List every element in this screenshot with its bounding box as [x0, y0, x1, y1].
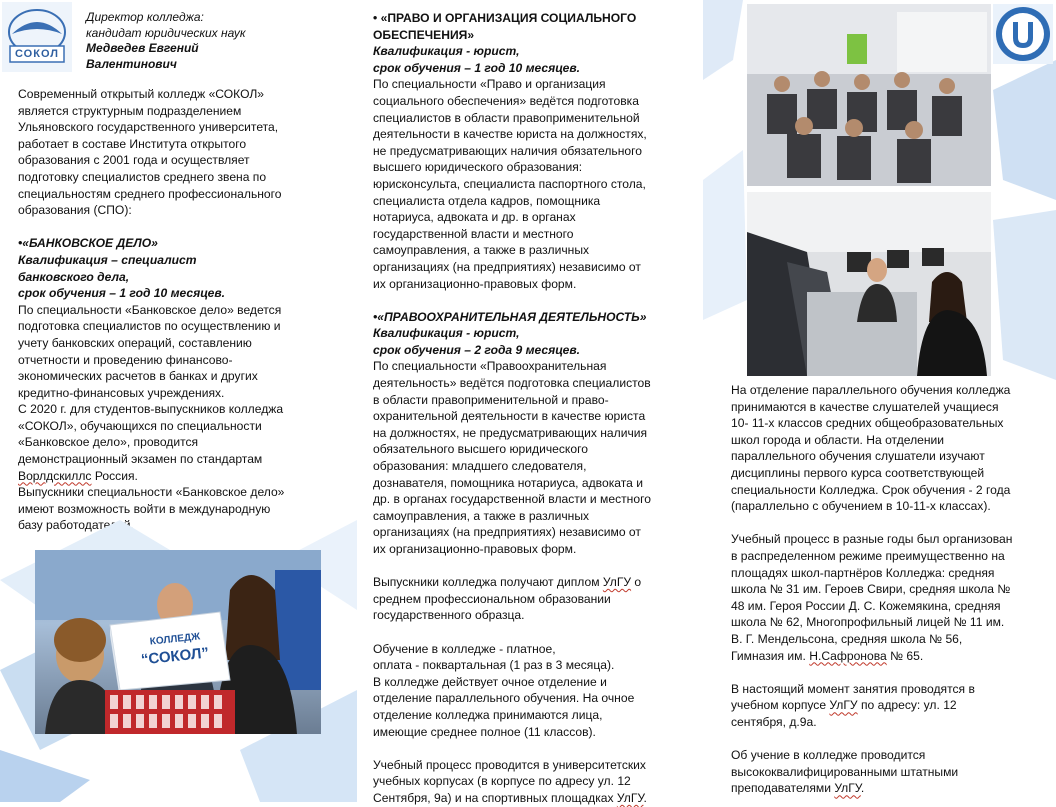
now-line: сентября, д.9а.: [731, 714, 817, 729]
diploma-text: Выпускники колледжа получают диплом: [373, 575, 603, 590]
spec-police-text: деятельность» ведётся подготовка специалистов: [373, 376, 651, 391]
spec-law-text: специалистов в области правоприменительной: [373, 110, 640, 125]
partners-text: Гимназия им.: [731, 648, 810, 663]
computer-class-photo: [747, 192, 991, 376]
now-line-2: [731, 697, 1037, 714]
spec-law-text: специалиста отдела кадров, помощника: [373, 193, 601, 208]
forms-line: имеющие среднее полное (11 классов).: [373, 724, 596, 739]
payment-line: оплата - поквартальная (1 раз в 3 месяца).: [373, 658, 615, 673]
now-text: учебном корпусе: [731, 698, 830, 713]
spec-police-text: организациях (на предприятиях) независимо от: [373, 525, 641, 540]
spec-law-text: не предусматривающих наличия обязательного: [373, 143, 642, 158]
parallel-line: На отделение параллельного обучения колледжа: [731, 383, 1011, 397]
spec-banking-text: «Банковское дело», проводится: [18, 435, 199, 450]
spec-banking-qual-1: Квалификация – специалист: [18, 252, 197, 267]
spec-law-text: их организационно-правовых форм.: [373, 276, 577, 291]
partners-line: Учебный процесс в разные годы был организован: [731, 532, 1013, 547]
spec-banking-qual-2: банковского дела,: [18, 269, 130, 284]
spec-law-text: государственной власти и местного: [373, 226, 574, 241]
spec-law-text: По специальности «Право и организация: [373, 77, 606, 92]
spec-police-text: др. в органах государственной власти и местного: [373, 492, 651, 507]
worldskills-line: [18, 468, 322, 485]
diploma-line: государственного образца.: [373, 608, 525, 623]
ulgu-word: УлГУ: [616, 790, 644, 805]
spec-police-text: в области правоприменительной и право-: [373, 392, 609, 407]
director-degree: кандидат юридических наук: [86, 25, 246, 40]
intro-line: Современный открытый колледж «СОКОЛ»: [18, 87, 265, 101]
spec-law-text: организациях (на предприятиях) независимо от: [373, 259, 641, 274]
graduates-line: имеют возможность войти в международную: [18, 501, 271, 516]
box-label-2: “СОКОЛ”: [140, 644, 210, 669]
forms-line: В колледже действует очное отделение и: [373, 674, 607, 689]
ulgu-word: УлГУ: [834, 781, 861, 796]
intro-line: является структурным подразделением: [18, 103, 242, 118]
spec-law-text: деятельности в качестве юриста на должностях,: [373, 127, 647, 142]
partners-text-end: № 65.: [886, 648, 924, 663]
spec-law-title-2: ОБЕСПЕЧЕНИЯ»: [373, 27, 475, 42]
spec-police-text: охранительной деятельности в качестве юриста: [373, 409, 646, 424]
spec-law-text: самоуправления, а также в различных: [373, 243, 590, 258]
middle-text: [373, 10, 681, 807]
spec-police-text: их организационно-правовых форм.: [373, 542, 577, 556]
parallel-line: параллельного обучения слушатели изучают: [731, 449, 985, 464]
spec-police-text: дознавателя, помощника нотариуса, адвоката и: [373, 475, 643, 490]
parallel-line: (параллельно с обучением в 10-11-х классах).: [731, 499, 991, 514]
intro-line: работает в составе Института открытого: [18, 136, 247, 151]
spec-police-title: •«ПРАВООХРАНИТЕЛЬНАЯ ДЕЯТЕЛЬНОСТЬ»: [373, 309, 647, 324]
teachers-text: преподавателями: [731, 781, 835, 796]
spec-law-text: высшего юридического образования:: [373, 160, 583, 175]
spec-law-text: нотариуса, адвоката и др. в органах: [373, 210, 576, 225]
parallel-line: 10- 11-х классов средних общеобразовательных: [731, 416, 1004, 431]
spec-police-text: образования: младшего следователя,: [373, 459, 587, 474]
forms-line: отделение параллельного обучения. На очное: [373, 691, 635, 706]
diploma-line: среднем профессиональном образовании: [373, 591, 611, 606]
partners-line-last: [731, 648, 1037, 665]
logo-text: СОКОЛ: [15, 48, 59, 60]
now-text-end: по адресу: ул. 12: [857, 698, 957, 713]
ulgu-word: УлГУ: [602, 575, 632, 590]
payment-line: Обучение в колледже - платное,: [373, 641, 556, 656]
intro-line: Ульяновского государственного университета,: [18, 120, 279, 135]
safronov-word: Н.Сафронова: [809, 648, 887, 663]
spec-police-text: самоуправления, а также в различных: [373, 508, 590, 523]
spec-banking-text: «СОКОЛ», обучающихся по специальности: [18, 418, 262, 433]
partners-line: в распределенном режиме преимущественно на: [731, 548, 1005, 563]
spec-banking-text: демонстрационный экзамен по стандартам: [18, 452, 263, 467]
process-text: Сентября, 9а) и на спортивных площадках: [373, 790, 617, 805]
partners-line: площадях школ-партнёров Колледжа: средняя: [731, 565, 995, 580]
spec-banking-text: По специальности «Банковское дело» ведется: [18, 302, 282, 317]
spec-banking-text: С 2020 г. для студентов-выпускников колледжа: [18, 402, 284, 417]
spec-banking-title: •«БАНКОВСКОЕ ДЕЛО»: [18, 236, 158, 251]
spec-banking-term: срок обучения – 1 год 10 месяцев.: [18, 286, 226, 301]
right-text: [731, 382, 1037, 797]
partners-line: В. Г. Мендельсона, средняя школа № 56,: [731, 631, 963, 646]
column-middle: [357, 0, 703, 805]
box-label-1: КОЛЛЕДЖ: [149, 631, 201, 648]
parallel-line: дисциплины первого курса соответствующей: [731, 465, 985, 480]
intro-line: образования с 2001 года и осуществляет: [18, 153, 250, 168]
column-right: [703, 0, 1056, 802]
process-end: .: [643, 790, 647, 805]
worldskills-word: Ворлдскиллс: [18, 468, 92, 483]
director-name-2: Валентинович: [86, 56, 177, 71]
process-line-last: [373, 790, 681, 807]
ulgu-word: УлГУ: [829, 698, 858, 713]
teachers-line-last: [731, 780, 1037, 797]
university-logo: [993, 4, 1053, 64]
graduates-line: базу работодателей.: [18, 518, 134, 533]
graduates-line: Выпускники специальности «Банковское дело»: [18, 485, 285, 500]
spec-banking-text: подготовка специалистов по осуществлению и: [18, 319, 281, 334]
column-left: [0, 0, 357, 802]
spec-banking-text: отчетности и проведению финансово-: [18, 352, 233, 367]
partners-line: школа № 62, Многопрофильный лицей № 11 им.: [731, 615, 1005, 630]
spec-banking-text: учету банковских операций, составлению: [18, 335, 252, 350]
russia-word: Россия.: [91, 468, 138, 483]
now-line: В настоящий момент занятия проводятся в: [731, 681, 975, 696]
process-line: Учебный процесс проводится в университетских: [373, 757, 646, 772]
teachers-line: высококвалифицированными штатными: [731, 764, 959, 779]
spec-law-text: юрисконсульта, специалиста паспортного стола,: [373, 176, 646, 191]
director-info: [86, 10, 346, 72]
spec-banking-text: кредитно-финансовых учреждениях.: [18, 385, 225, 400]
intro-text: [18, 86, 322, 534]
spec-police-qual: Квалификация - юрист,: [373, 326, 520, 341]
parallel-line: школ города и области. На отделении: [731, 432, 945, 447]
diploma-text-end: о: [631, 575, 642, 590]
process-line: учебных корпусах (в корпусе по адресу ул. 12: [373, 774, 631, 789]
forms-line: отделение колледжа принимаются лица,: [373, 707, 603, 722]
intro-line: подготовку специалистов среднего звена по: [18, 169, 267, 184]
teachers-line: Об учение в колледже проводится: [731, 748, 926, 763]
spec-law-qual: Квалификация - юрист,: [373, 44, 520, 59]
teachers-text-end: .: [860, 781, 865, 796]
lecture-hall-photo: [747, 4, 991, 186]
director-title: Директор колледжа:: [86, 10, 204, 24]
spec-police-text: По специальности «Правоохранительная: [373, 359, 607, 374]
intro-line: образования (СПО):: [18, 203, 132, 218]
partners-line: 48 им. Героя России Д. С. Кожемякина, средняя: [731, 598, 1001, 613]
director-name-1: Медведев Евгений: [86, 41, 199, 55]
spec-police-text: обязательного высшего юридического: [373, 442, 588, 457]
college-logo: [2, 2, 72, 72]
parallel-line: специальности Колледжа. Срок обучения - 2 года: [731, 482, 1011, 497]
spec-police-term: срок обучения – 2 года 9 месяцев.: [373, 342, 581, 357]
diploma-line: [373, 574, 681, 591]
spec-banking-text: экономических расчетов в банках и других: [18, 369, 258, 384]
spec-law-text: социального обеспечения» ведётся подготовка: [373, 93, 639, 108]
spec-law-term: срок обучения – 1 год 10 месяцев.: [373, 60, 581, 75]
students-photo: [35, 550, 321, 734]
partners-line: школа № 31 им. Героев Свири, средняя школа №: [731, 582, 1011, 597]
spec-law-title-1: • «ПРАВО И ОРГАНИЗАЦИЯ СОЦИАЛЬНОГО: [373, 11, 637, 25]
parallel-line: принимаются в качестве слушателей учащиеся: [731, 399, 999, 414]
spec-police-text: на должностях, не предусматривающих наличия: [373, 425, 648, 440]
intro-line: специальностям среднего профессионального: [18, 186, 282, 201]
